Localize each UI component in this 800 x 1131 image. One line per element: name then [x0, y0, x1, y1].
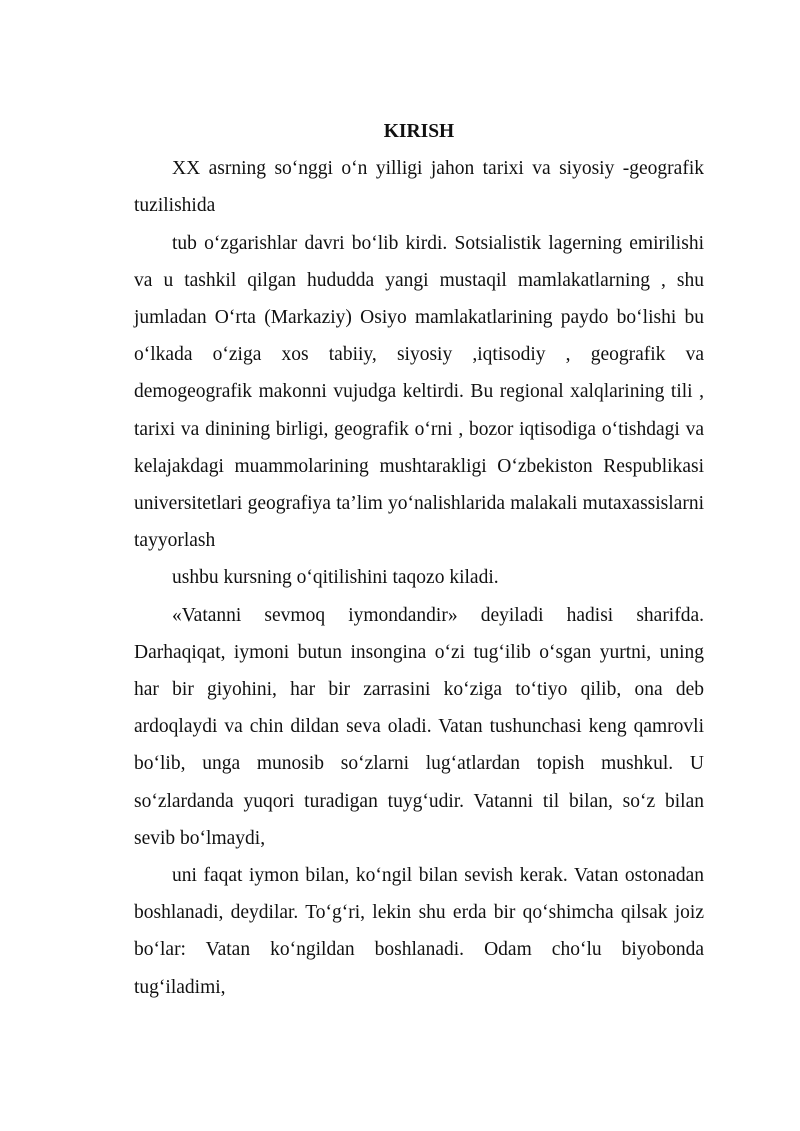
document-body [134, 113, 704, 1006]
document-title: KIRISH [383, 121, 455, 142]
paragraph: XX asrning so‘nggi o‘n yilligi jahon tarixi va siyosiy -geografik tuzilishida [134, 158, 704, 217]
paragraph: «Vatanni sevmoq iymondandir» deyiladi hadisi sharifda. Darhaqiqat, iymoni butun insongina o‘zi tug‘ilib o‘sgan yurtni, uning har bir giyohini, har bir zarrasini ko‘ziga to‘tiyo qilib, ona deb ardoqlaydi va chin dildan seva oladi. Vatan tushunchasi keng qamrovli bo‘lib, unga munosib so‘zlarni lug‘atlardan topish mushkul. U so‘zlardanda yuqori turadigan tuyg‘udir. Vatanni til bilan, so‘z bilan sevib bo‘lmaydi, [134, 604, 704, 849]
paragraph: ushbu kursning o‘qitilishini taqozo kiladi. [172, 567, 499, 589]
paragraph: uni faqat iymon bilan, ko‘ngil bilan sevish kerak. Vatan ostonadan boshlanadi, deydilar. To‘g‘ri, lekin shu erda bir qo‘shimcha qilsak joiz bo‘lar: Vatan ko‘ngildan boshlanadi. Odam cho‘lu biyobonda tug‘iladimi, [134, 865, 704, 998]
paragraph: tub o‘zgarishlar davri bo‘lib kirdi. Sotsialistik lagerning emirilishi va u tashkil qilgan hududda yangi mustaqil mamlakatlarning , shu jumladan O‘rta (Markaziy) Osiyo mamlakatlarining paydo bo‘lishi bu o‘lkada o‘ziga xos tabiiy, siyosiy ,iqtisodiy , geografik va demogeografik makonni vujudga keltirdi. Bu regional xalqlarining tili , tarixi va dinining birligi, geografik o‘rni , bozor iqtisodiga o‘tishdagi va kelajakdagi muammolarining mushtarakligi O‘zbekiston Respublikasi universitetlari geografiya ta’lim yo‘nalishlarida malakali mutaxassislarni tayyorlash [134, 232, 704, 552]
